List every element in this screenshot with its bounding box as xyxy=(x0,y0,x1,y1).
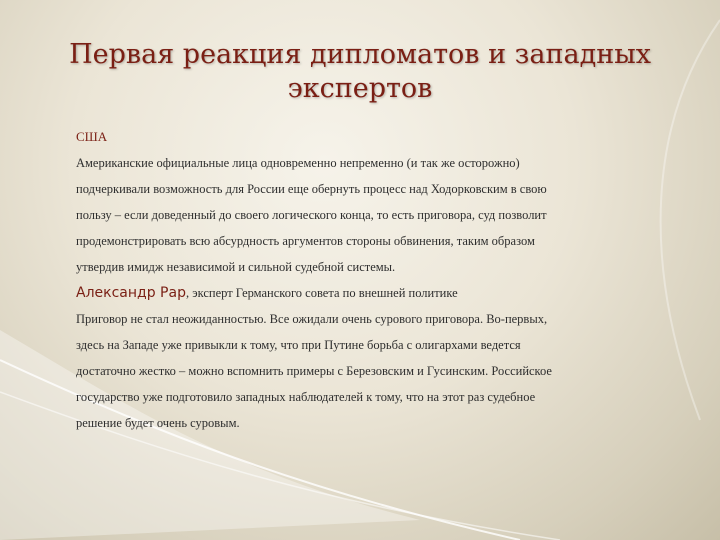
expert-name: Александр Рар xyxy=(76,285,186,301)
expert-paragraph xyxy=(76,306,656,436)
slide-title xyxy=(40,38,680,106)
usa-text-line-1: Американские официальные лица одновременно непременно (и так же осторожно) xyxy=(76,156,520,170)
expert-heading xyxy=(76,280,656,306)
expert-description: , эксперт Германского совета по внешней политике xyxy=(185,286,458,300)
expert-text-line-2: здесь на Западе уже привыкли к тому, что при Путине борьба с олигархами ведется xyxy=(76,338,521,352)
slide-title-line-1: Первая реакция дипломатов и западных xyxy=(69,39,651,70)
expert-text-line-4: государство уже подготовило западных наблюдателей к тому, что на этот раз судебное xyxy=(76,390,536,404)
section-heading-usa: США xyxy=(76,129,108,144)
usa-text-line-3: пользу – если доведенный до своего логического конца, то есть приговора, суд позволит xyxy=(76,208,547,222)
slide-content xyxy=(76,124,656,436)
usa-text-line-5: утвердив имидж независимой и сильной судебной системы. xyxy=(76,260,396,274)
usa-text-line-4: продемонстрировать всю абсурдность аргументов стороны обвинения, таким образом xyxy=(76,234,535,248)
expert-text-line-1: Приговор не стал неожиданностью. Все ожидали очень сурового приговора. Во-первых, xyxy=(76,312,548,326)
usa-text-line-2: подчеркивали возможность для России еще обернуть процесс над Ходорковским в свою xyxy=(76,182,547,196)
expert-text-line-3: достаточно жестко – можно вспомнить примеры с Березовским и Гусинским. Российское xyxy=(76,364,552,378)
expert-text-line-5: решение будет очень суровым. xyxy=(76,416,240,430)
slide-title-line-2: экспертов xyxy=(287,73,433,104)
usa-paragraph xyxy=(76,150,656,280)
